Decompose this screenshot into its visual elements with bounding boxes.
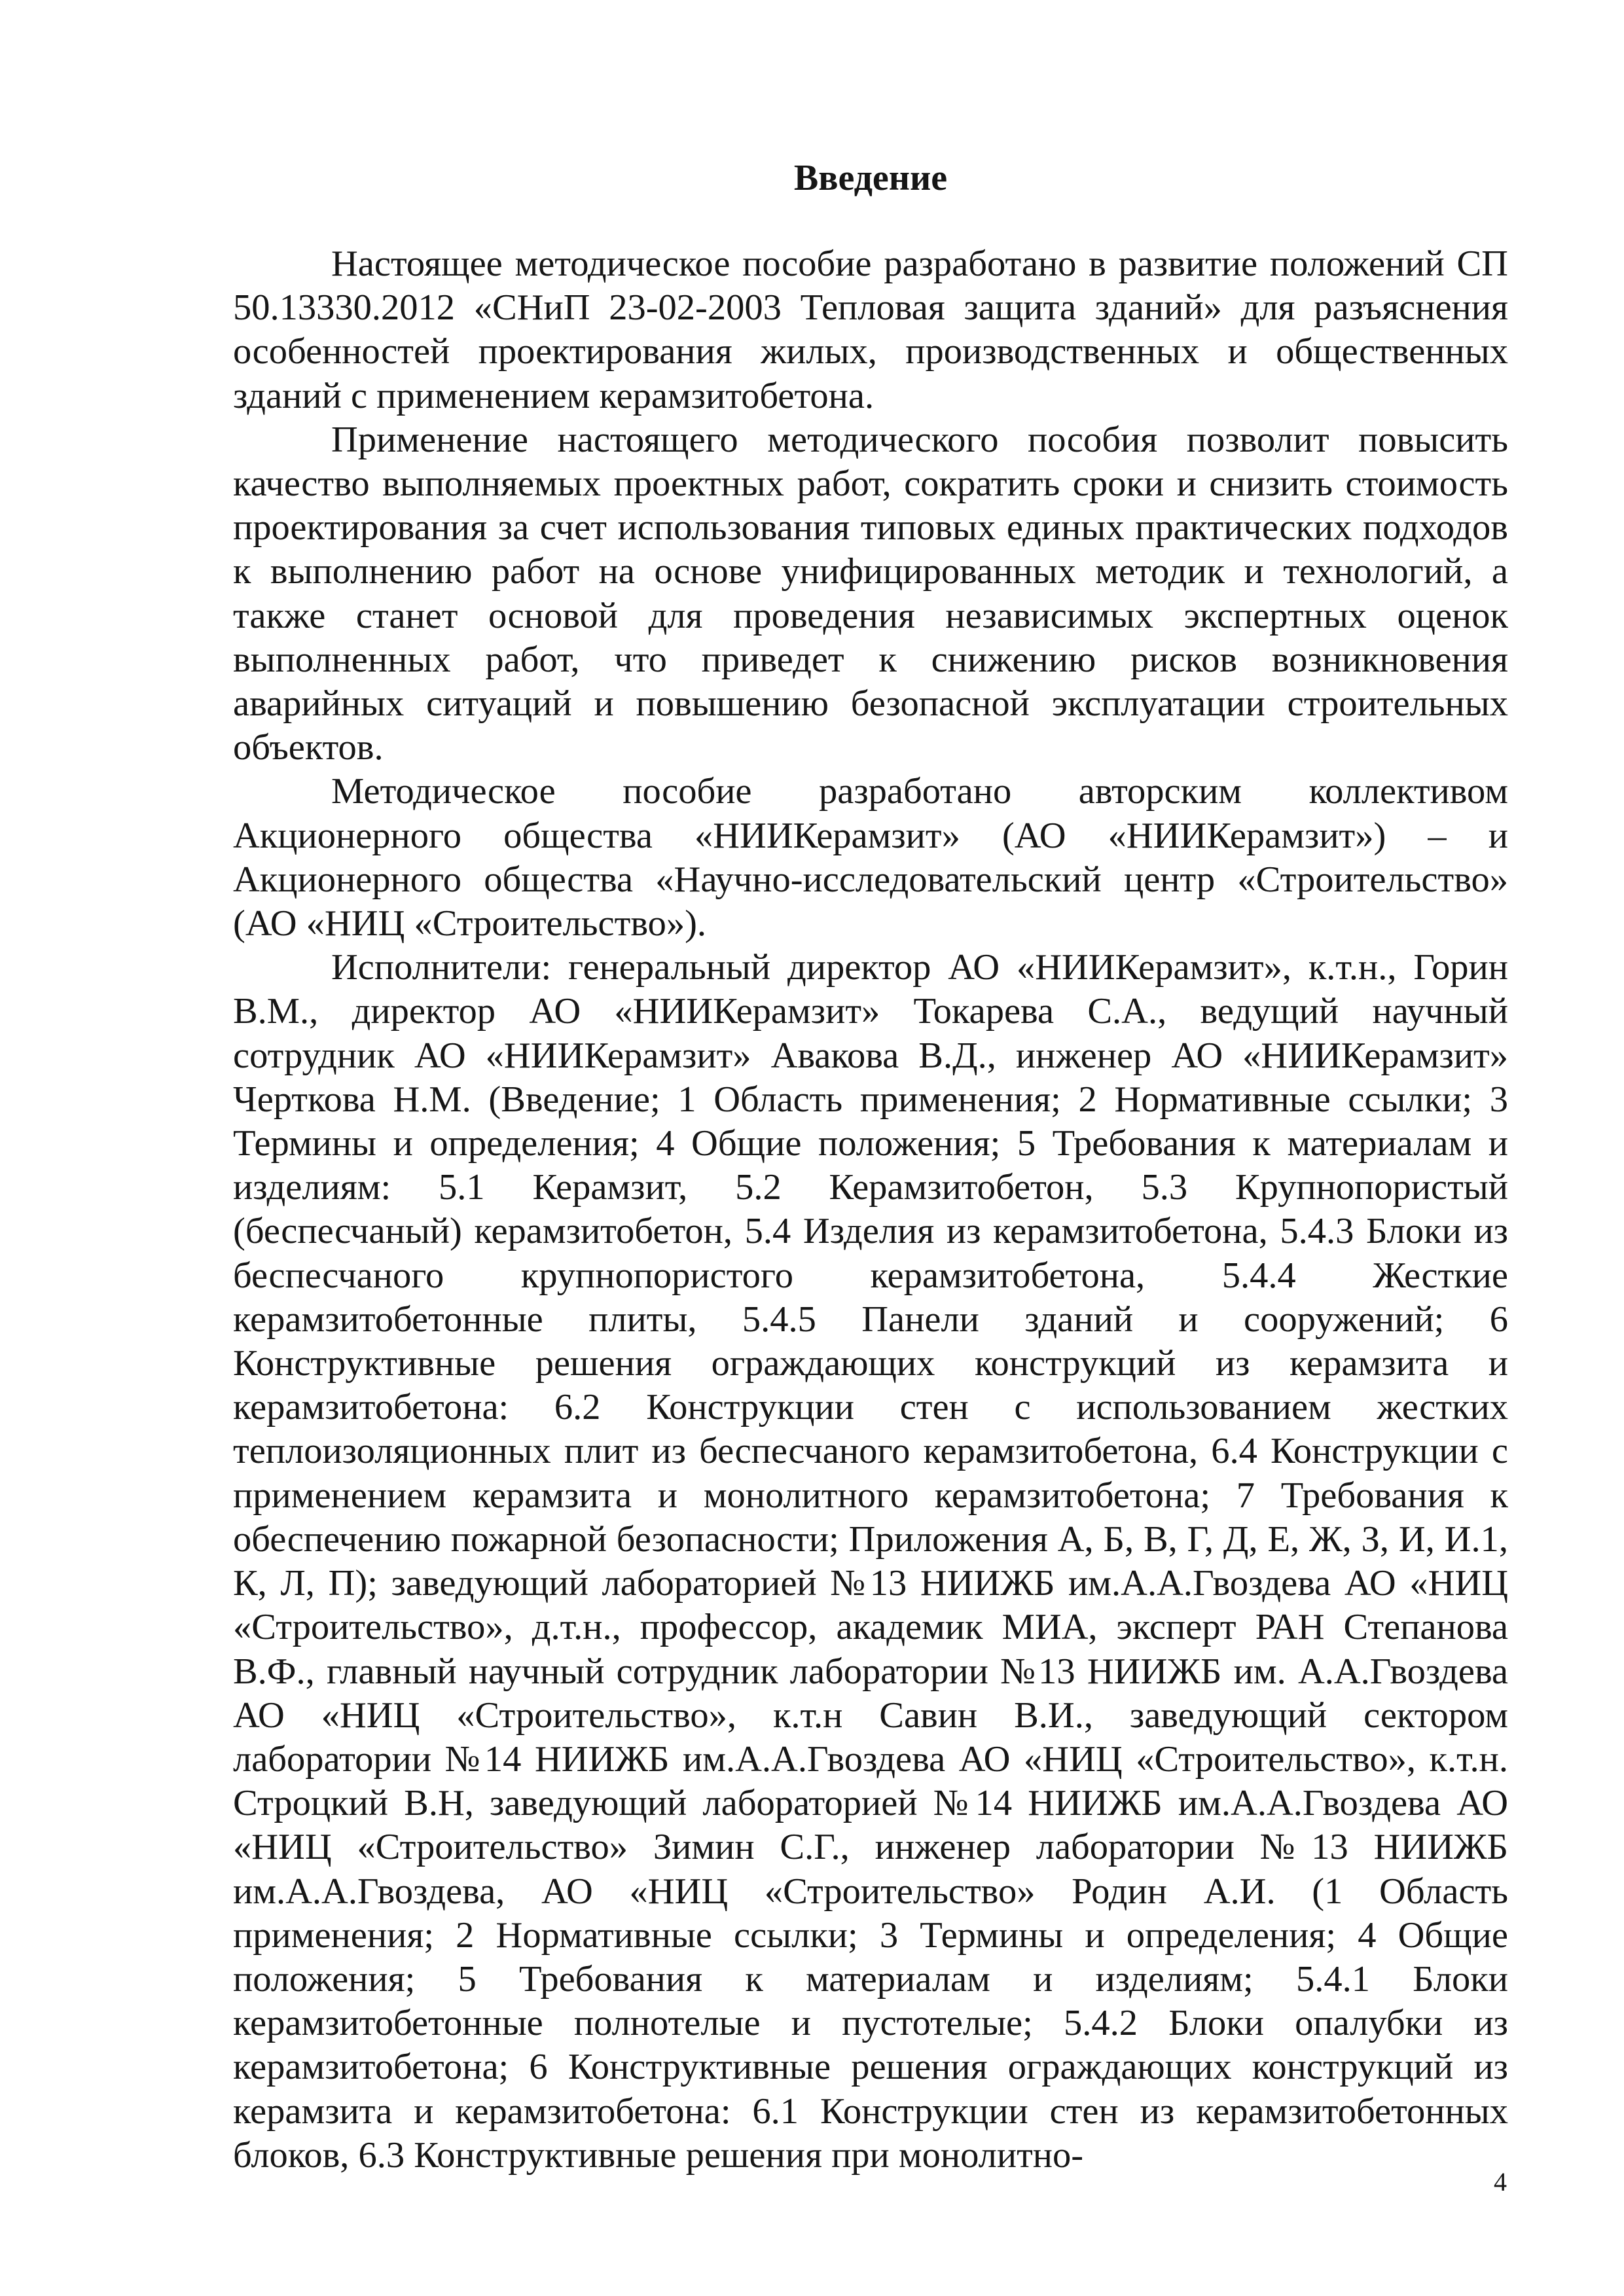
paragraph-benefits: Применение настоящего методического пособия позволит повысить качество выполняемых проектных работ, сократить сроки и снизить стоимость проектирования за счет использования типовых единых практических подходов к выполнению работ на основе унифицированных методик и технологий, а также станет основой для проведения независимых экспертных оценок выполненных работ, что приведет к снижению рисков возникновения аварийных ситуаций и повышению безопасной эксплуатации строительных объектов. bbox=[233, 419, 1508, 768]
page-title: Введение bbox=[793, 158, 948, 198]
paragraph-purpose: Настоящее методическое пособие разработано в развитие положений СП 50.13330.2012 «СНиП 23-02-2003 Тепловая защита зданий» для разъяснения особенностей проектирования жилых, производственных и общественных зданий с применением керамзитобетона. bbox=[233, 243, 1508, 416]
page-number: 4 bbox=[1494, 2167, 1507, 2197]
paragraph-contributors: Исполнители: генеральный директор АО «НИИКерамзит», к.т.н., Горин В.М., директор АО «НИИКерамзит» Токарева С.А., ведущий научный сотрудник АО «НИИКерамзит» Авакова В.Д., инженер АО «НИИКерамзит» Черткова Н.М. (Введение; 1 Область применения; 2 Нормативные ссылки; 3 Термины и определения; 4 Общие положения; 5 Требования к материалам и изделиям: 5.1 Керамзит, 5.2 Керамзитобетон, 5.3 Крупнопористый (беспесчаный) керамзитобетон, 5.4 Изделия из керамзитобетона, 5.4.3 Блоки из беспесчаного крупнопористого керамзитобетона, 5.4.4 Жесткие керамзитобетонные плиты, 5.4.5 Панели зданий и сооружений; 6 Конструктивные решения ограждающих конструкций из керамзита и керамзитобетона: 6.2 Конструкции стен с использованием жестких теплоизоляционных плит из беспесчаного керамзитобетона, 6.4 Конструкции с применением керамзита и монолитного керамзитобетона; 7 Требования к обеспечению пожарной безопасности; Приложения А, Б, В, Г, Д, Е, Ж, З, И, И.1, К, Л, П); заведующий лабораторией №13 НИИЖБ им.А.А.Гвоздева АО «НИЦ «Строительство», д.т.н., профессор, академик МИА, эксперт РАН Степанова В.Ф., главный научный сотрудник лаборатории №13 НИИЖБ им. А.А.Гвоздева АО «НИЦ «Строительство», к.т.н Савин В.И., заведующий сектором лаборатории №14 НИИЖБ им.А.А.Гвоздева АО «НИЦ «Строительство», к.т.н. Строцкий В.Н, заведующий лабораторией №14 НИИЖБ им.А.А.Гвоздева АО «НИЦ «Строительство» Зимин С.Г., инженер лаборатории №13 НИИЖБ им.А.А.Гвоздева, АО «НИЦ «Строительство» Родин А.И. (1 Область применения; 2 Нормативные ссылки; 3 Термины и определения; 4 Общие положения; 5 Требования к материалам и изделиям; 5.4.1 Блоки керамзитобетонные полнотелые и пустотелые; 5.4.2 Блоки опалубки из керамзитобетона; 6 Конструктивные решения ограждающих конструкций из керамзита и керамзитобетона: 6.1 Конструкции стен из керамзитобетонных блоков, 6.3 Конструктивные решения при монолитно- bbox=[233, 947, 1508, 2176]
body-text bbox=[233, 242, 1508, 2178]
paragraph-authors: Методическое пособие разработано авторским коллективом Акционерного общества «НИИКерамзит» (АО «НИИКерамзит») – и Акционерного общества «Научно-исследовательский центр «Строительство» (АО «НИЦ «Строительство»). bbox=[233, 771, 1508, 944]
